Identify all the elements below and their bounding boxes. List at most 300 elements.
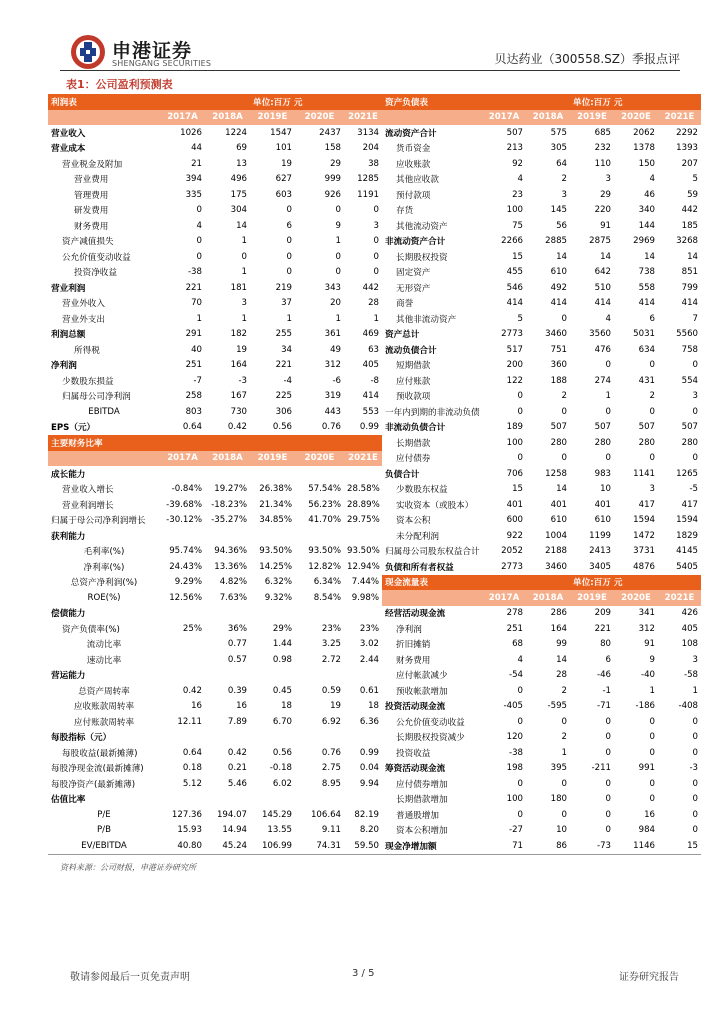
left-cell-value: 0 xyxy=(286,267,293,278)
left-cell-value xyxy=(205,668,250,684)
left-cell-value: 49 xyxy=(330,344,342,355)
left-cell-value: 0.76 xyxy=(321,747,342,758)
left-cell-value: 0 xyxy=(286,205,293,216)
left-cell-value: 5.12 xyxy=(182,778,202,789)
right-cell-value: 360 xyxy=(550,360,568,371)
left-cell-value: 4 xyxy=(196,220,202,231)
left-cell-value: 0.64 xyxy=(182,747,202,758)
right-cell-value: 455 xyxy=(506,267,524,278)
brand-name: 申港证券 xyxy=(112,40,193,62)
left-cell-value xyxy=(295,730,344,746)
right-cell-value: 59 xyxy=(687,189,699,200)
right-cell-value: 46 xyxy=(644,189,656,200)
right-cell-value: 86 xyxy=(556,840,568,851)
left-cell-value: -7 xyxy=(193,375,202,386)
left-cell-value: 6.32% xyxy=(264,577,293,588)
right-cell-value: 2052 xyxy=(501,546,524,557)
right-cell-value: 5 xyxy=(692,174,699,185)
right-cell-value: 14 xyxy=(556,251,568,262)
left-cell-value xyxy=(250,466,295,482)
left-cell-value: -35.27% xyxy=(211,515,248,526)
right-row-label: 应收账款 xyxy=(396,159,431,170)
right-cell-value: 341 xyxy=(638,608,656,619)
right-cell-value: 9 xyxy=(649,654,656,665)
right-cell-value: 0 xyxy=(561,716,568,727)
left-cell-value xyxy=(160,606,205,622)
left-cell-value: 0 xyxy=(335,251,342,262)
right-cell-value: -58 xyxy=(683,670,699,681)
right-cell-value: 507 xyxy=(681,422,699,433)
right-cell-value: 401 xyxy=(550,499,568,510)
left-cell-value: 28 xyxy=(368,298,380,309)
right-cell-value: 507 xyxy=(638,422,656,433)
right-cell-value: 0 xyxy=(605,732,612,743)
table-row xyxy=(48,730,701,746)
left-row-label: 营运能力 xyxy=(51,671,86,682)
left-cell-value: -3 xyxy=(238,375,248,386)
right-cell-value: 180 xyxy=(550,794,568,805)
right-cell-value: 1378 xyxy=(633,143,656,154)
left-row-label: 总资产净利润(%) xyxy=(70,578,138,589)
left-year-header: 2018A xyxy=(205,110,250,126)
right-cell-value: 507 xyxy=(506,127,524,138)
right-cell-value: 5031 xyxy=(633,329,656,340)
left-cell-value: 0.39 xyxy=(227,685,248,696)
left-cell-value: 0 xyxy=(286,251,293,262)
left-cell-value: 106.99 xyxy=(261,840,293,851)
right-cell-value: 0 xyxy=(649,747,656,758)
right-year-header: 2021E xyxy=(658,590,701,606)
left-cell-value: 82.19 xyxy=(354,809,380,820)
right-cell-value: 91 xyxy=(644,639,656,650)
table-bottom-divider xyxy=(48,854,701,855)
right-cell-value: 0 xyxy=(649,406,656,417)
left-row-label: 研发费用 xyxy=(74,206,109,217)
right-cell-value: 0 xyxy=(692,747,699,758)
left-cell-value: 70 xyxy=(191,298,202,309)
left-cell-value: 1285 xyxy=(357,174,380,185)
right-cell-value: 984 xyxy=(638,825,656,836)
left-cell-value: 0 xyxy=(286,236,293,247)
right-cell-value: 188 xyxy=(550,375,568,386)
table-row xyxy=(48,110,701,126)
right-cell-value: 2062 xyxy=(633,127,656,138)
right-cell-value: 280 xyxy=(638,437,656,448)
left-cell-value: 2.44 xyxy=(359,654,380,665)
right-cell-value: 0 xyxy=(517,406,524,417)
left-cell-value: 8.95 xyxy=(321,778,342,789)
left-cell-value: 1 xyxy=(373,313,380,324)
right-cell-value: 0 xyxy=(692,825,699,836)
left-cell-value: 106.64 xyxy=(310,809,342,820)
left-cell-value: 1 xyxy=(335,236,342,247)
left-cell-value: 5.46 xyxy=(227,778,248,789)
right-cell-value: 274 xyxy=(594,375,612,386)
left-cell-value: 0.61 xyxy=(359,685,380,696)
right-cell-value: 2 xyxy=(561,391,568,402)
right-cell-value: 3560 xyxy=(589,329,612,340)
left-row-label: 净利率(%) xyxy=(83,562,125,573)
right-cell-value: 751 xyxy=(550,344,568,355)
right-cell-value: 14 xyxy=(556,484,568,495)
left-cell-value: 127.36 xyxy=(171,809,202,820)
right-cell-value: 0 xyxy=(692,406,699,417)
left-cell-value: 12.94% xyxy=(347,561,380,572)
right-cell-value: 0 xyxy=(649,778,656,789)
left-cell-value: 553 xyxy=(362,406,380,417)
left-cell-value: 8.54% xyxy=(313,592,342,603)
left-row-label: 总资产周转率 xyxy=(78,686,130,697)
right-cell-value: 108 xyxy=(681,639,699,650)
left-cell-value: 0 xyxy=(196,205,202,216)
left-cell-value: 1026 xyxy=(180,127,202,138)
left-cell-value xyxy=(295,792,344,808)
forecast-table xyxy=(48,94,701,854)
right-row-label: 其他应收款 xyxy=(396,175,439,186)
left-cell-value: 12.82% xyxy=(308,561,342,572)
left-year-header: 2017A xyxy=(160,451,205,467)
left-cell-value: 2437 xyxy=(319,127,342,138)
left-cell-value: 1.44 xyxy=(272,639,293,650)
right-cell-value: 476 xyxy=(594,344,612,355)
left-cell-value: 221 xyxy=(275,360,293,371)
table-row xyxy=(48,404,701,420)
right-cell-value: 145 xyxy=(550,205,568,216)
left-cell-value: 40 xyxy=(191,344,202,355)
left-cell-value: 1 xyxy=(241,267,248,278)
left-cell-value: 0.42 xyxy=(227,747,248,758)
left-cell-value: 730 xyxy=(230,406,248,417)
right-cell-value: 221 xyxy=(594,623,612,634)
left-cell-value: 1 xyxy=(335,313,342,324)
right-row-label: 应付账款 xyxy=(396,376,431,387)
left-cell-value: 93.50% xyxy=(347,546,380,557)
right-row-label: 经营活动现金流 xyxy=(385,609,446,620)
right-cell-value: 922 xyxy=(506,530,524,541)
left-row-label: 净利润 xyxy=(51,361,77,372)
left-row-label: 成长能力 xyxy=(51,469,86,480)
left-row-label: 营业外支出 xyxy=(62,314,105,325)
left-cell-value: 7.89 xyxy=(227,716,248,727)
right-cell-value: 150 xyxy=(638,158,656,169)
right-cell-value: 68 xyxy=(512,639,524,650)
left-cell-value: 93.50% xyxy=(259,546,293,557)
right-row-label: 预收帐款增加 xyxy=(396,686,448,697)
left-cell-value: 3134 xyxy=(357,127,380,138)
right-row-label: 负债和所有者权益 xyxy=(385,562,454,573)
right-cell-value: 185 xyxy=(681,220,699,231)
left-cell-value: 414 xyxy=(362,391,380,402)
left-cell-value: 63 xyxy=(368,344,380,355)
left-cell-value: 44 xyxy=(191,143,202,154)
left-row-label: 营业成本 xyxy=(51,144,86,155)
right-cell-value: 110 xyxy=(594,158,612,169)
left-cell-value: 19.27% xyxy=(214,484,248,495)
left-row-label: 财务费用 xyxy=(74,221,109,232)
right-cell-value: 401 xyxy=(506,499,524,510)
table-row xyxy=(48,265,701,281)
left-cell-value: 3 xyxy=(241,298,248,309)
left-cell-value xyxy=(295,606,344,622)
right-row-label: 长期股权投资 xyxy=(396,252,448,263)
right-cell-value: 2188 xyxy=(545,546,568,557)
right-cell-value: 15 xyxy=(512,484,524,495)
table-row xyxy=(48,203,701,219)
left-cell-value: 2.72 xyxy=(321,654,342,665)
right-section-unit: 单位:百万 元 xyxy=(570,94,701,110)
left-cell-value xyxy=(250,730,295,746)
right-row-label: 普通股增加 xyxy=(396,810,439,821)
left-cell-value: 0.56 xyxy=(272,747,293,758)
right-cell-value: 3405 xyxy=(589,561,612,572)
right-cell-value: 414 xyxy=(506,298,524,309)
right-cell-value: 28 xyxy=(556,670,568,681)
right-cell-value: -3 xyxy=(689,763,699,774)
left-year-header: 2019E xyxy=(250,110,295,126)
left-cell-value xyxy=(160,637,205,653)
right-row-label: 流动资产合计 xyxy=(385,128,437,139)
table-row xyxy=(48,187,701,203)
left-cell-value: 0.64 xyxy=(182,422,202,433)
left-cell-value: 0 xyxy=(335,205,342,216)
left-cell-value: 0.99 xyxy=(359,422,380,433)
left-cell-value: 164 xyxy=(230,360,248,371)
right-cell-value: 517 xyxy=(506,344,524,355)
left-cell-value: 29 xyxy=(330,158,342,169)
left-cell-value: 443 xyxy=(324,406,342,417)
left-cell-value: 304 xyxy=(230,205,248,216)
table-row xyxy=(48,668,701,684)
left-section-title: 主要财务比率 xyxy=(48,435,250,451)
table-row xyxy=(48,373,701,389)
right-cell-value: -186 xyxy=(635,701,656,712)
right-cell-value: 1594 xyxy=(633,515,656,526)
right-cell-value: 56 xyxy=(556,220,568,231)
right-cell-value: 75 xyxy=(512,220,524,231)
left-cell-value xyxy=(295,668,344,684)
right-cell-value: 554 xyxy=(681,375,699,386)
left-row-label: 应付账款周转率 xyxy=(73,717,135,728)
table-row xyxy=(48,699,701,715)
right-cell-value: 414 xyxy=(638,298,656,309)
left-cell-value: 0.21 xyxy=(227,763,248,774)
left-cell-value: -0.84% xyxy=(171,484,202,495)
table-row xyxy=(48,358,701,374)
left-row-label: 偿债能力 xyxy=(51,609,86,620)
left-cell-value: 29.75% xyxy=(347,515,380,526)
right-cell-value: 642 xyxy=(594,267,612,278)
left-cell-value: 1 xyxy=(241,236,248,247)
right-row-label: 资产总计 xyxy=(385,330,420,341)
table-row xyxy=(48,575,701,591)
right-cell-value: 851 xyxy=(681,267,699,278)
right-cell-value: 442 xyxy=(681,205,699,216)
right-cell-value: 426 xyxy=(681,608,699,619)
left-cell-value: -4 xyxy=(283,375,293,386)
right-cell-value: 510 xyxy=(594,282,612,293)
table-row xyxy=(48,389,701,405)
left-cell-value: -38 xyxy=(187,267,202,278)
left-cell-value: 9.98% xyxy=(351,592,380,603)
left-cell-value: 7.44% xyxy=(351,577,380,588)
left-cell-value xyxy=(250,668,295,684)
left-cell-value xyxy=(205,466,250,482)
left-cell-value: 29% xyxy=(272,623,293,634)
left-cell-value xyxy=(250,606,295,622)
left-row-label: 营业利润 xyxy=(51,283,86,294)
right-cell-value: 1393 xyxy=(676,143,699,154)
left-cell-value: 12.56% xyxy=(169,592,202,603)
right-cell-value: 2266 xyxy=(501,236,524,247)
left-cell-value: 251 xyxy=(185,360,202,371)
left-row-label: 估值比率 xyxy=(51,795,86,806)
right-row-label: 货币资金 xyxy=(396,144,431,155)
right-cell-value: 6 xyxy=(605,654,612,665)
table-row xyxy=(48,590,701,606)
right-cell-value: 4145 xyxy=(676,546,699,557)
table-row xyxy=(48,838,701,854)
right-cell-value: 0 xyxy=(605,716,612,727)
left-cell-value: 13.55 xyxy=(267,825,293,836)
left-cell-value: 0 xyxy=(373,267,380,278)
left-year-header: 2019E xyxy=(250,451,295,467)
right-cell-value: -71 xyxy=(596,701,612,712)
left-row-label: 营业收入 xyxy=(51,128,86,139)
header-divider xyxy=(60,70,680,71)
right-cell-value: 0 xyxy=(517,685,524,696)
left-cell-value: 306 xyxy=(275,406,293,417)
left-row-label: 营业外收入 xyxy=(62,299,105,310)
right-cell-value: 1004 xyxy=(545,530,568,541)
right-row-label: 未分配利润 xyxy=(396,531,439,542)
left-cell-value xyxy=(160,528,205,544)
right-cell-value: 492 xyxy=(550,282,568,293)
right-cell-value: 0 xyxy=(692,453,699,464)
right-year-header: 2017A xyxy=(482,110,526,126)
left-cell-value: 0.77 xyxy=(227,639,248,650)
right-cell-value: 0 xyxy=(692,716,699,727)
left-cell-value xyxy=(295,528,344,544)
right-cell-value: 414 xyxy=(681,298,699,309)
right-cell-value: 213 xyxy=(506,143,524,154)
right-row-label: 公允价值变动收益 xyxy=(396,717,465,728)
left-cell-value xyxy=(250,792,295,808)
right-cell-value: 1472 xyxy=(633,530,656,541)
left-cell-value xyxy=(295,466,344,482)
page-header xyxy=(0,0,724,78)
right-cell-value: 209 xyxy=(594,608,612,619)
left-cell-value: 9.29% xyxy=(174,577,202,588)
left-cell-value: 175 xyxy=(230,189,248,200)
right-cell-value: 507 xyxy=(550,422,568,433)
right-cell-value: 2413 xyxy=(589,546,612,557)
table-row xyxy=(48,761,701,777)
right-cell-value: 251 xyxy=(506,623,524,634)
table-row xyxy=(48,792,701,808)
left-cell-value: 319 xyxy=(324,391,342,402)
right-cell-value: 2875 xyxy=(589,236,612,247)
left-cell-value: 23% xyxy=(359,623,380,634)
left-cell-value: 34 xyxy=(281,344,293,355)
right-cell-value: 3 xyxy=(692,391,699,402)
left-cell-value: 219 xyxy=(275,282,293,293)
left-section-title: 利润表 xyxy=(48,94,250,110)
right-cell-value: 3460 xyxy=(545,561,568,572)
left-cell-value: 0 xyxy=(196,236,202,247)
left-cell-value xyxy=(344,606,382,622)
table-row xyxy=(48,94,701,110)
left-cell-value: 18 xyxy=(368,701,380,712)
right-row-label: 预收款项 xyxy=(396,392,431,403)
left-cell-value: 343 xyxy=(324,282,342,293)
right-cell-value: 417 xyxy=(681,499,699,510)
left-row-label: 流动比率 xyxy=(86,640,122,651)
left-cell-value: 9 xyxy=(335,220,342,231)
left-row-label: 资产减值损失 xyxy=(62,237,114,248)
right-row-label: 其他流动资产 xyxy=(396,221,448,232)
left-cell-value: 496 xyxy=(230,174,248,185)
right-section-unit: 单位:百万 元 xyxy=(570,575,701,591)
right-cell-value: 3 xyxy=(605,174,612,185)
left-cell-value: 23% xyxy=(321,623,342,634)
right-cell-value: 15 xyxy=(512,251,524,262)
right-cell-value: 610 xyxy=(550,515,568,526)
right-cell-value: 0 xyxy=(605,747,612,758)
left-cell-value: 16 xyxy=(191,701,202,712)
table-row xyxy=(48,745,701,761)
left-cell-value: 0 xyxy=(373,236,380,247)
left-cell-value: 803 xyxy=(185,406,202,417)
left-cell-value: 40.80 xyxy=(177,840,202,851)
right-row-label xyxy=(382,590,482,606)
right-cell-value: 0 xyxy=(605,360,612,371)
table-row xyxy=(48,156,701,172)
table-row xyxy=(48,435,701,451)
right-cell-value: -595 xyxy=(547,701,568,712)
right-cell-value: 198 xyxy=(506,763,524,774)
left-cell-value: 59.50 xyxy=(354,840,380,851)
right-cell-value: 685 xyxy=(594,127,612,138)
left-cell-value xyxy=(205,606,250,622)
left-cell-value: 1 xyxy=(241,313,248,324)
left-row-label: EBITDA xyxy=(88,406,120,417)
left-cell-value: 1547 xyxy=(270,127,293,138)
left-cell-value xyxy=(344,668,382,684)
left-cell-value: 93.50% xyxy=(308,546,342,557)
right-row-label: 长期股权投资减少 xyxy=(396,733,465,744)
right-cell-value: 3 xyxy=(692,654,699,665)
left-row-label: EPS（元） xyxy=(51,423,96,434)
left-row-label: 归属于母公司净利润增长 xyxy=(51,516,146,527)
right-cell-value: 10 xyxy=(556,825,568,836)
right-row-label: 长期借款 xyxy=(396,438,431,449)
right-cell-value: 3 xyxy=(561,189,568,200)
left-cell-value xyxy=(205,792,250,808)
table-row xyxy=(48,714,701,730)
left-cell-value: 603 xyxy=(275,189,293,200)
right-row-label: 财务费用 xyxy=(396,655,431,666)
right-cell-value: 280 xyxy=(681,437,699,448)
right-cell-value: 207 xyxy=(681,158,699,169)
right-cell-value: -54 xyxy=(508,670,524,681)
right-cell-value: 0 xyxy=(692,778,699,789)
right-cell-value: 1 xyxy=(561,747,568,758)
left-cell-value: 291 xyxy=(185,329,202,340)
right-cell-value: 1 xyxy=(649,685,656,696)
left-cell-value: 37 xyxy=(281,298,293,309)
right-cell-value: 4 xyxy=(605,313,612,324)
right-row-label: 无形资产 xyxy=(396,283,431,294)
